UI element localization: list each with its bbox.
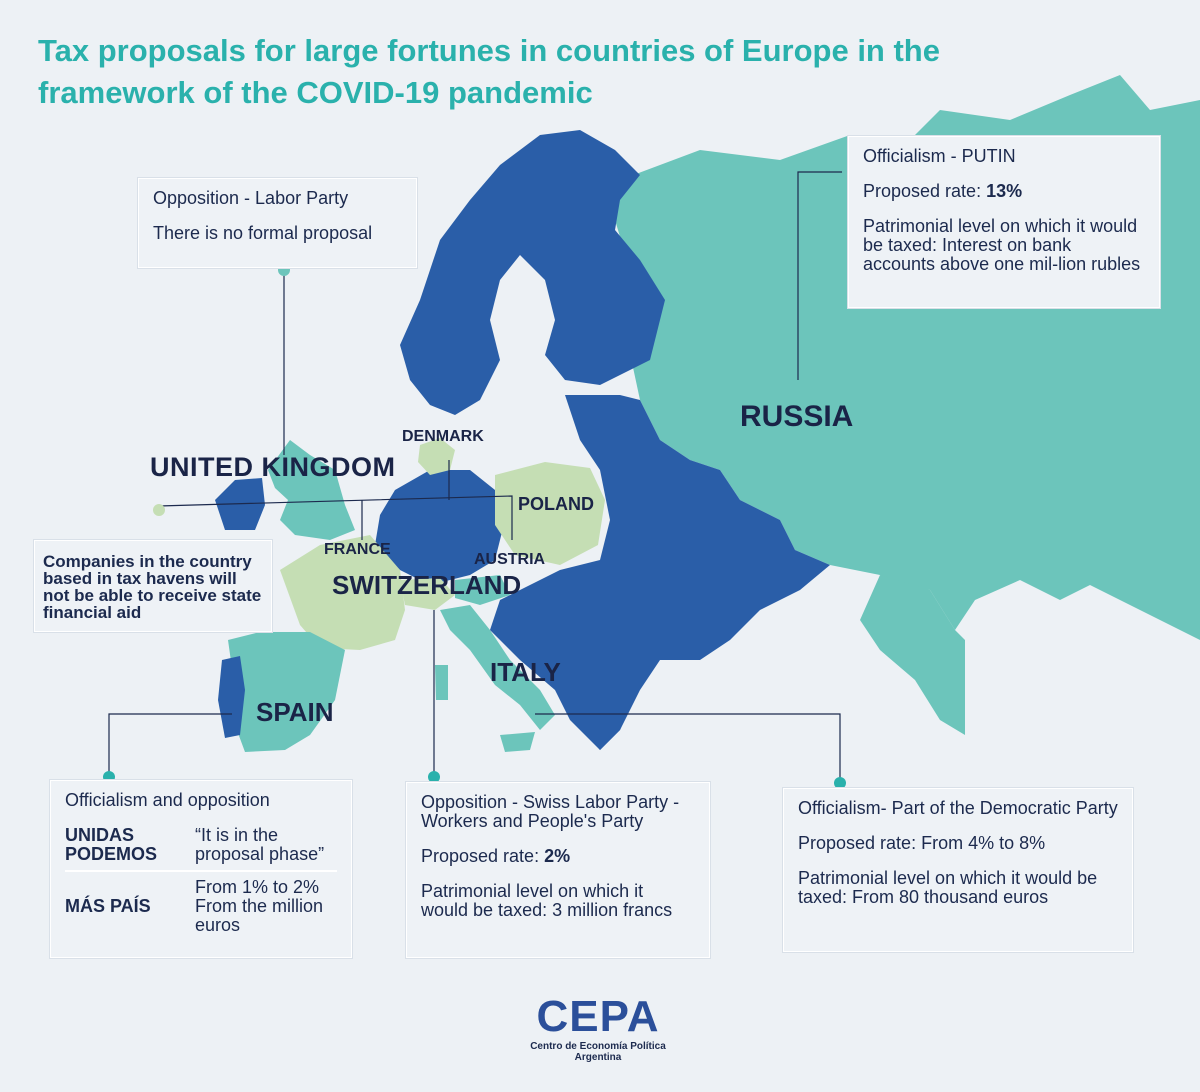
label-russia: RUSSIA (740, 400, 854, 433)
party-name: MÁS PAÍS (65, 896, 151, 916)
italy-info-box (783, 788, 1133, 952)
switzerland-box-rate: Proposed rate: 2% (421, 846, 571, 866)
russia-box-heading: Officialism - PUTIN (863, 146, 1016, 166)
uk-box-heading: Opposition - Labor Party (153, 188, 349, 208)
party-proposal: From 1% to 2% From the million euros (195, 877, 324, 935)
russia-box-rate: Proposed rate: 13% (863, 181, 1023, 201)
cepa-logo (518, 992, 678, 1063)
tax-haven-box (34, 540, 272, 632)
uk-box-text: There is no formal proposal (153, 223, 373, 243)
tax-haven-text: Companies in the country based in tax havens will not be able to receive state financial aid (43, 552, 262, 622)
label-france: FRANCE (324, 541, 391, 558)
map-scandinavia[interactable] (400, 130, 665, 415)
label-switzerland: SWITZERLAND (332, 570, 522, 600)
label-denmark: DENMARK (402, 428, 484, 445)
map-sicily (500, 732, 535, 752)
switzerland-box-level: Patrimonial level on which it would be taxed: 3 million francs (421, 881, 673, 920)
label-poland: POLAND (518, 494, 594, 514)
spain-box-heading: Officialism and opposition (65, 790, 270, 810)
party-proposal: “It is in the proposal phase” (195, 820, 337, 871)
switzerland-info-box (406, 782, 710, 958)
switzerland-box-heading: Opposition - Swiss Labor Party - Workers and People's Party (421, 792, 680, 831)
map-sardinia (435, 665, 448, 700)
logo-subtitle: Centro de Economía Política Argentina (530, 1041, 666, 1063)
table-row (65, 820, 337, 871)
uk-info-box (138, 178, 417, 268)
italy-box-heading: Officialism- Part of the Democratic Party (798, 798, 1118, 818)
spain-info-box (50, 780, 352, 958)
spain-party-table (65, 820, 337, 941)
italy-box-level: Patrimonial level on which it would be taxed: From 80 thousand euros (798, 868, 1098, 907)
map-portugal[interactable] (218, 656, 245, 738)
page-title: Tax proposals for large fortunes in countries of Europe in the framework of the COVID-19 pandemic (38, 33, 940, 110)
map-greece (570, 690, 630, 750)
italy-box-rate: Proposed rate: From 4% to 8% (798, 833, 1046, 853)
label-united-kingdom: UNITED KINGDOM (150, 452, 396, 482)
russia-box-level: Patrimonial level on which it would be taxed: Interest on bank accounts above one mil-lion rubles (863, 216, 1141, 274)
table-row (65, 871, 337, 941)
label-austria: AUSTRIA (474, 551, 546, 568)
label-spain: SPAIN (256, 697, 334, 727)
logo-wordmark: CEPA (536, 992, 660, 1041)
russia-info-box (848, 136, 1160, 308)
label-italy: ITALY (490, 657, 561, 687)
party-name: UNIDAS PODEMOS (65, 820, 195, 871)
map-spain[interactable] (228, 632, 345, 752)
